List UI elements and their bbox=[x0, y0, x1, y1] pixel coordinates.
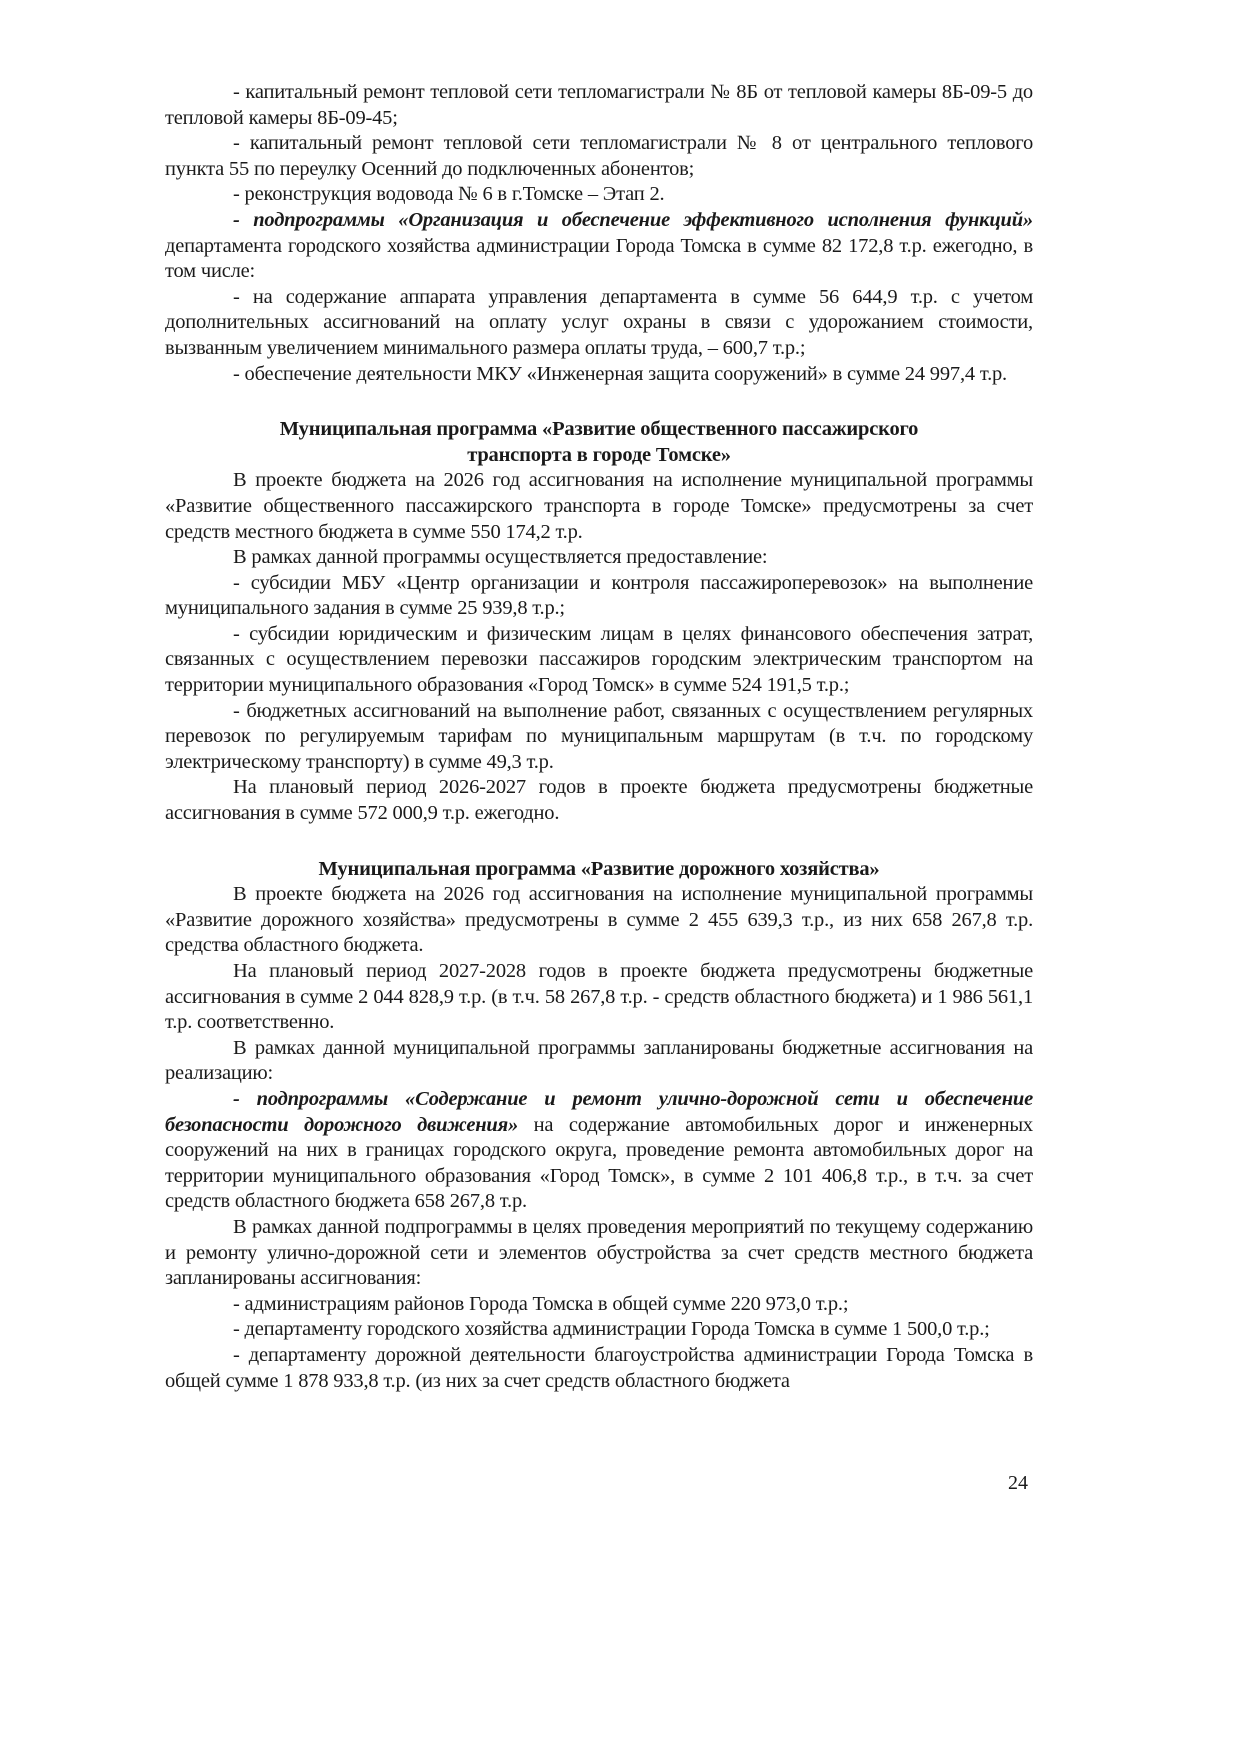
paragraph: В рамках данной программы осуществляется предоставление: bbox=[233, 546, 768, 569]
paragraph bbox=[165, 208, 1033, 285]
paragraph: - субсидии МБУ «Центр организации и контроля пассажироперевозок» на выполнение муниципального задания в сумме 25 939,8 т.р.; bbox=[165, 571, 1033, 620]
paragraph: - обеспечение деятельности МКУ «Инженерная защита сооружений» в сумме 24 997,4 т.р. bbox=[233, 362, 1007, 385]
paragraph: - департаменту городского хозяйства администрации Города Томска в сумме 1 500,0 т.р.; bbox=[233, 1318, 990, 1341]
paragraph bbox=[165, 1087, 1033, 1215]
heading-line: транспорта в городе Томске» bbox=[467, 443, 731, 466]
paragraph: В рамках данной подпрограммы в целях проведения мероприятий по текущему содержанию и ремонту улично-дорожной сети и элементов обустройства за счет средств местного бюджета запланированы ассигнования: bbox=[165, 1215, 1033, 1290]
paragraph: В проекте бюджета на 2026 год ассигнования на исполнение муниципальной программы «Развитие дорожного хозяйства» предусмотрены в сумме 2 455 639,3 т.р., из них 658 267,8 т.р. средства областного бюджета. bbox=[165, 883, 1033, 957]
paragraph: - капитальный ремонт тепловой сети тепломагистрали № 8 от центрального теплового пункта 55 по переулку Осенний до подключенных абонентов; bbox=[165, 132, 1033, 180]
paragraph: - реконструкция водовода № 6 в г.Томске – Этап 2. bbox=[233, 183, 665, 206]
document-page bbox=[165, 80, 1033, 1394]
paragraph: На плановый период 2026-2027 годов в проекте бюджета предусмотрены бюджетные ассигнования в сумме 572 000,9 т.р. ежегодно. bbox=[165, 776, 1033, 825]
paragraph: - администрациям районов Города Томска в общей сумме 220 973,0 т.р.; bbox=[233, 1292, 849, 1315]
heading-line: Муниципальная программа «Развитие общественного пассажирского bbox=[279, 418, 919, 441]
subprogram-title: - подпрограммы «Содержание и ремонт улично-дорожной сети и обеспечение безопасности дорожного движения» bbox=[165, 1087, 1033, 1136]
paragraph: На плановый период 2027-2028 годов в проекте бюджета предусмотрены бюджетные ассигнования в сумме 2 044 828,9 т.р. (в т.ч. 58 267,8 т.р. - средств областного бюджета) и 1 986 561,1 т.р. соответственно. bbox=[165, 960, 1033, 1034]
paragraph: - на содержание аппарата управления департамента в сумме 56 644,9 т.р. с учетом дополнительных ассигнований на оплату услуг охраны в связи с удорожанием стоимости, вызванным увеличением минимального размера оплаты труда, – 600,7 т.р.; bbox=[165, 285, 1033, 359]
paragraph: В рамках данной муниципальной программы запланированы бюджетные ассигнования на реализацию: bbox=[165, 1036, 1033, 1085]
page-number: 24 bbox=[1008, 1472, 1028, 1494]
paragraph: - капитальный ремонт тепловой сети тепломагистрали № 8Б от тепловой камеры 8Б-09-5 до тепловой камеры 8Б-09-45; bbox=[165, 81, 1033, 129]
section-heading bbox=[165, 417, 1033, 468]
paragraph: - департаменту дорожной деятельности благоустройства администрации Города Томска в общей сумме 1 878 933,8 т.р. (из них за счет средств областного бюджета bbox=[165, 1343, 1033, 1392]
paragraph: - субсидии юридическим и физическим лицам в целях финансового обеспечения затрат, связанных с осуществлением перевозки пассажиров городским электрическим транспортом на территории муниципального образования «Город Томск» в сумме 524 191,5 т.р.; bbox=[165, 622, 1033, 697]
paragraph-text: на содержание автомобильных дорог и инженерных сооружений на них в границах городского округа, проведение ремонта автомобильных дорог на территории муниципального образования «Город Томск», в сумме 2 101 406,8 т.р., в т.ч. за счет средств областного бюджета 658 267,8 т.р. bbox=[165, 1113, 1033, 1213]
paragraph: В проекте бюджета на 2026 год ассигнования на исполнение муниципальной программы «Развитие общественного пассажирского транспорта в городе Томске» предусмотрены за счет средств местного бюджета в сумме 550 174,2 т.р. bbox=[165, 469, 1033, 543]
paragraph: - бюджетных ассигнований на выполнение работ, связанных с осуществлением регулярных перевозок по регулируемым тарифам по муниципальным маршрутам (в т.ч. по городскому электрическому транспорту) в сумме 49,3 т.р. bbox=[165, 699, 1033, 773]
paragraph-text: департамента городского хозяйства администрации Города Томска в сумме 82 172,8 т.р. ежегодно, в том числе: bbox=[165, 234, 1033, 283]
section-heading: Муниципальная программа «Развитие дорожного хозяйства» bbox=[318, 857, 880, 880]
subprogram-title: - подпрограммы «Организация и обеспечение эффективного исполнения функций» bbox=[233, 208, 1033, 231]
